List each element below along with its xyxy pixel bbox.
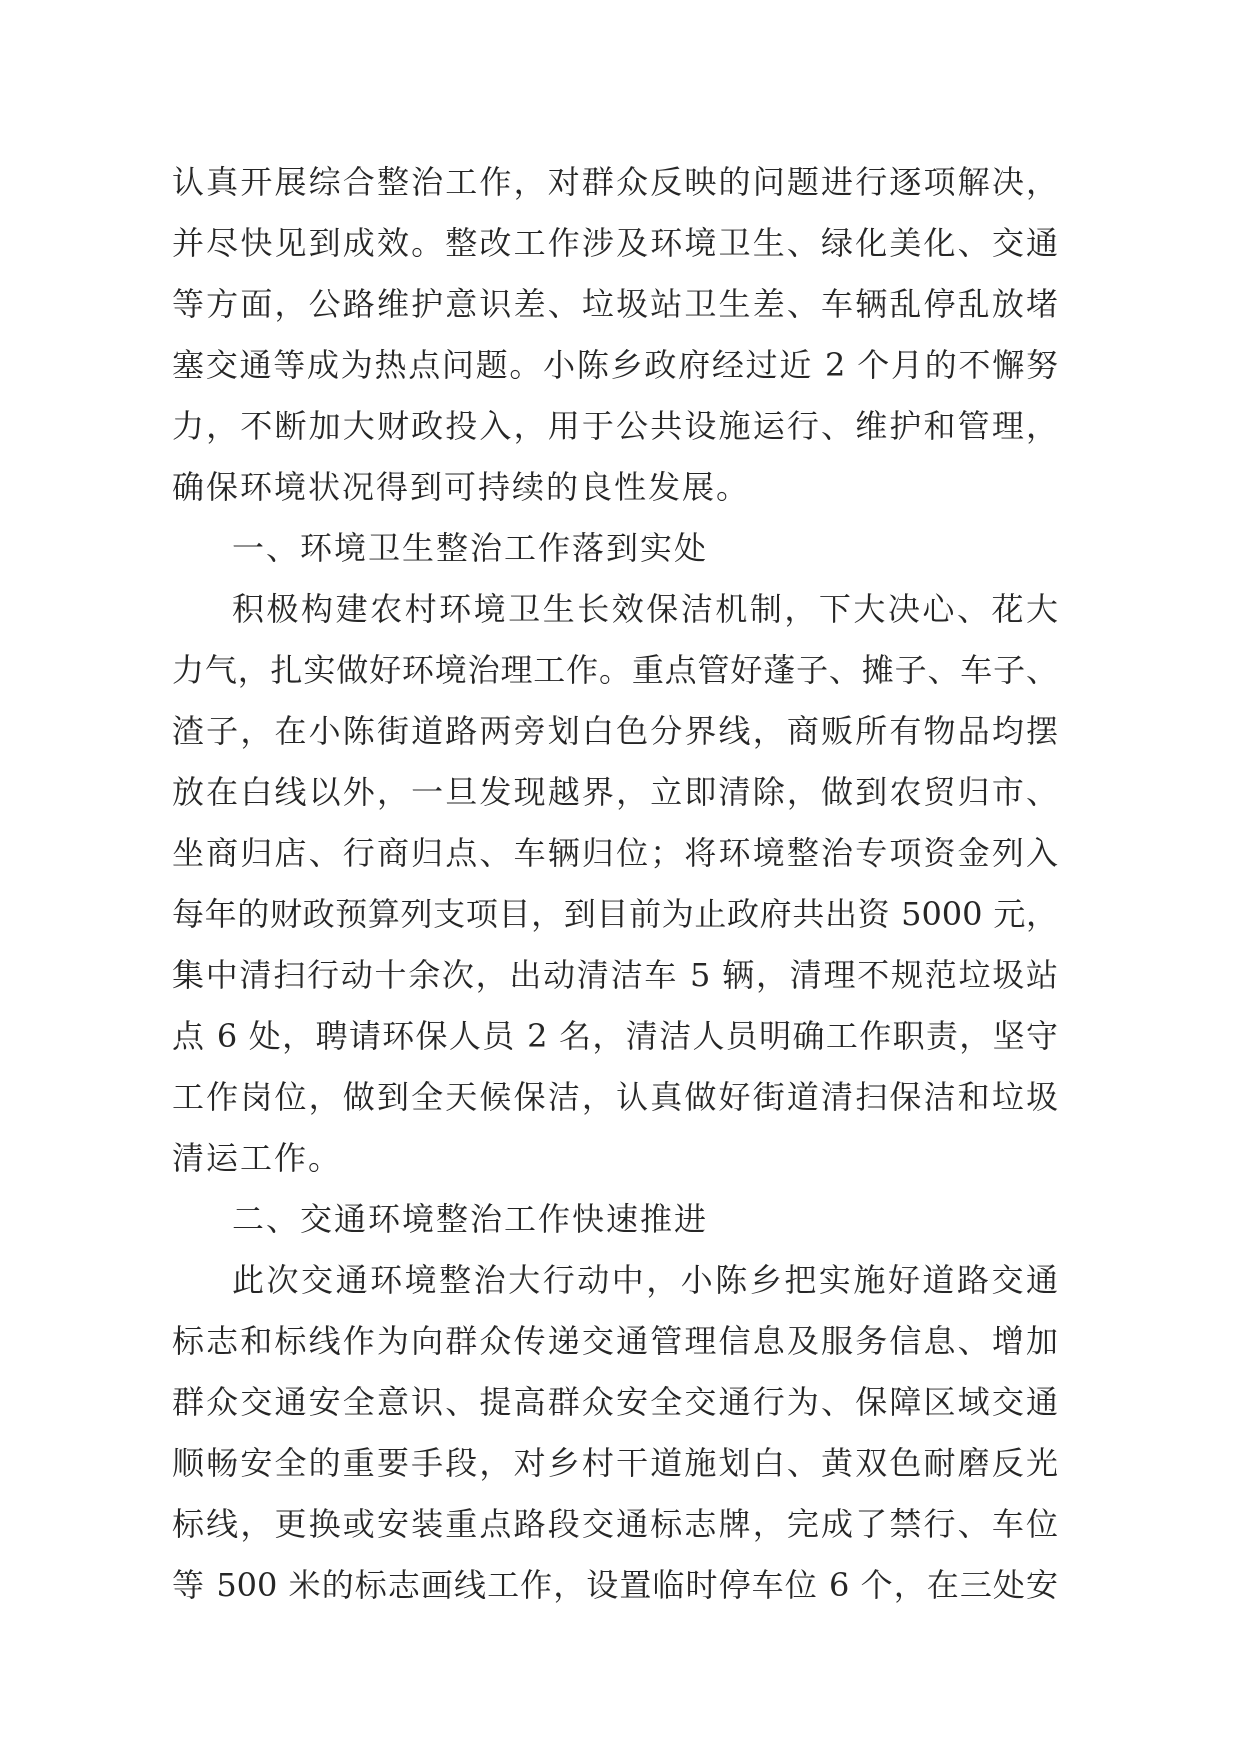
section-heading: 一、环境卫生整治工作落到实处 — [232, 529, 709, 567]
text-line: 力气，扎实做好环境治理工作。重点管好蓬子、摊子、车子、 — [172, 651, 1058, 689]
text-line: 塞交通等成为热点问题。小陈乡政府经过近 2 个月的不懈努 — [172, 346, 1058, 384]
text-line: 此次交通环境整治大行动中，小陈乡把实施好道路交通 — [232, 1261, 1058, 1299]
text-line: 积极构建农村环境卫生长效保洁机制，下大决心、花大 — [232, 590, 1058, 628]
text-line: 点 6 处，聘请环保人员 2 名，清洁人员明确工作职责，坚守 — [172, 1017, 1058, 1055]
text-line: 每年的财政预算列支项目，到目前为止政府共出资 5000 元， — [172, 895, 1058, 933]
text-line: 放在白线以外，一旦发现越界，立即清除，做到农贸归市、 — [172, 773, 1058, 811]
paragraph-traffic-environment — [172, 1250, 1058, 1616]
section-heading: 二、交通环境整治工作快速推进 — [232, 1200, 709, 1238]
text-line: 顺畅安全的重要手段，对乡村干道施划白、黄双色耐磨反光 — [172, 1444, 1058, 1482]
text-line: 标志和标线作为向群众传递交通管理信息及服务信息、增加 — [172, 1322, 1058, 1360]
text-line: 标线，更换或安装重点路段交通标志牌，完成了禁行、车位 — [172, 1505, 1058, 1543]
text-line: 工作岗位，做到全天候保洁，认真做好街道清扫保洁和垃圾 — [172, 1078, 1058, 1116]
text-line: 并尽快见到成效。整改工作涉及环境卫生、绿化美化、交通 — [172, 224, 1058, 262]
document-page — [172, 152, 1058, 1616]
paragraph-environment-sanitation — [172, 579, 1058, 1189]
text-line: 集中清扫行动十余次，出动清洁车 5 辆，清理不规范垃圾站 — [172, 956, 1058, 994]
text-line: 认真开展综合整治工作，对群众反映的问题进行逐项解决， — [172, 163, 1058, 201]
text-line: 等 500 米的标志画线工作，设置临时停车位 6 个，在三处安 — [172, 1566, 1058, 1604]
text-line: 确保环境状况得到可持续的良性发展。 — [172, 468, 751, 506]
text-line: 群众交通安全意识、提高群众安全交通行为、保障区域交通 — [172, 1383, 1058, 1421]
text-line: 坐商归店、行商归点、车辆归位；将环境整治专项资金列入 — [172, 834, 1058, 872]
text-line: 清运工作。 — [172, 1139, 343, 1177]
text-line: 力，不断加大财政投入，用于公共设施运行、维护和管理， — [172, 407, 1058, 445]
text-line: 等方面，公路维护意识差、垃圾站卫生差、车辆乱停乱放堵 — [172, 285, 1058, 323]
text-line: 渣子，在小陈街道路两旁划白色分界线，商贩所有物品均摆 — [172, 712, 1058, 750]
paragraph-continued — [172, 152, 1058, 518]
